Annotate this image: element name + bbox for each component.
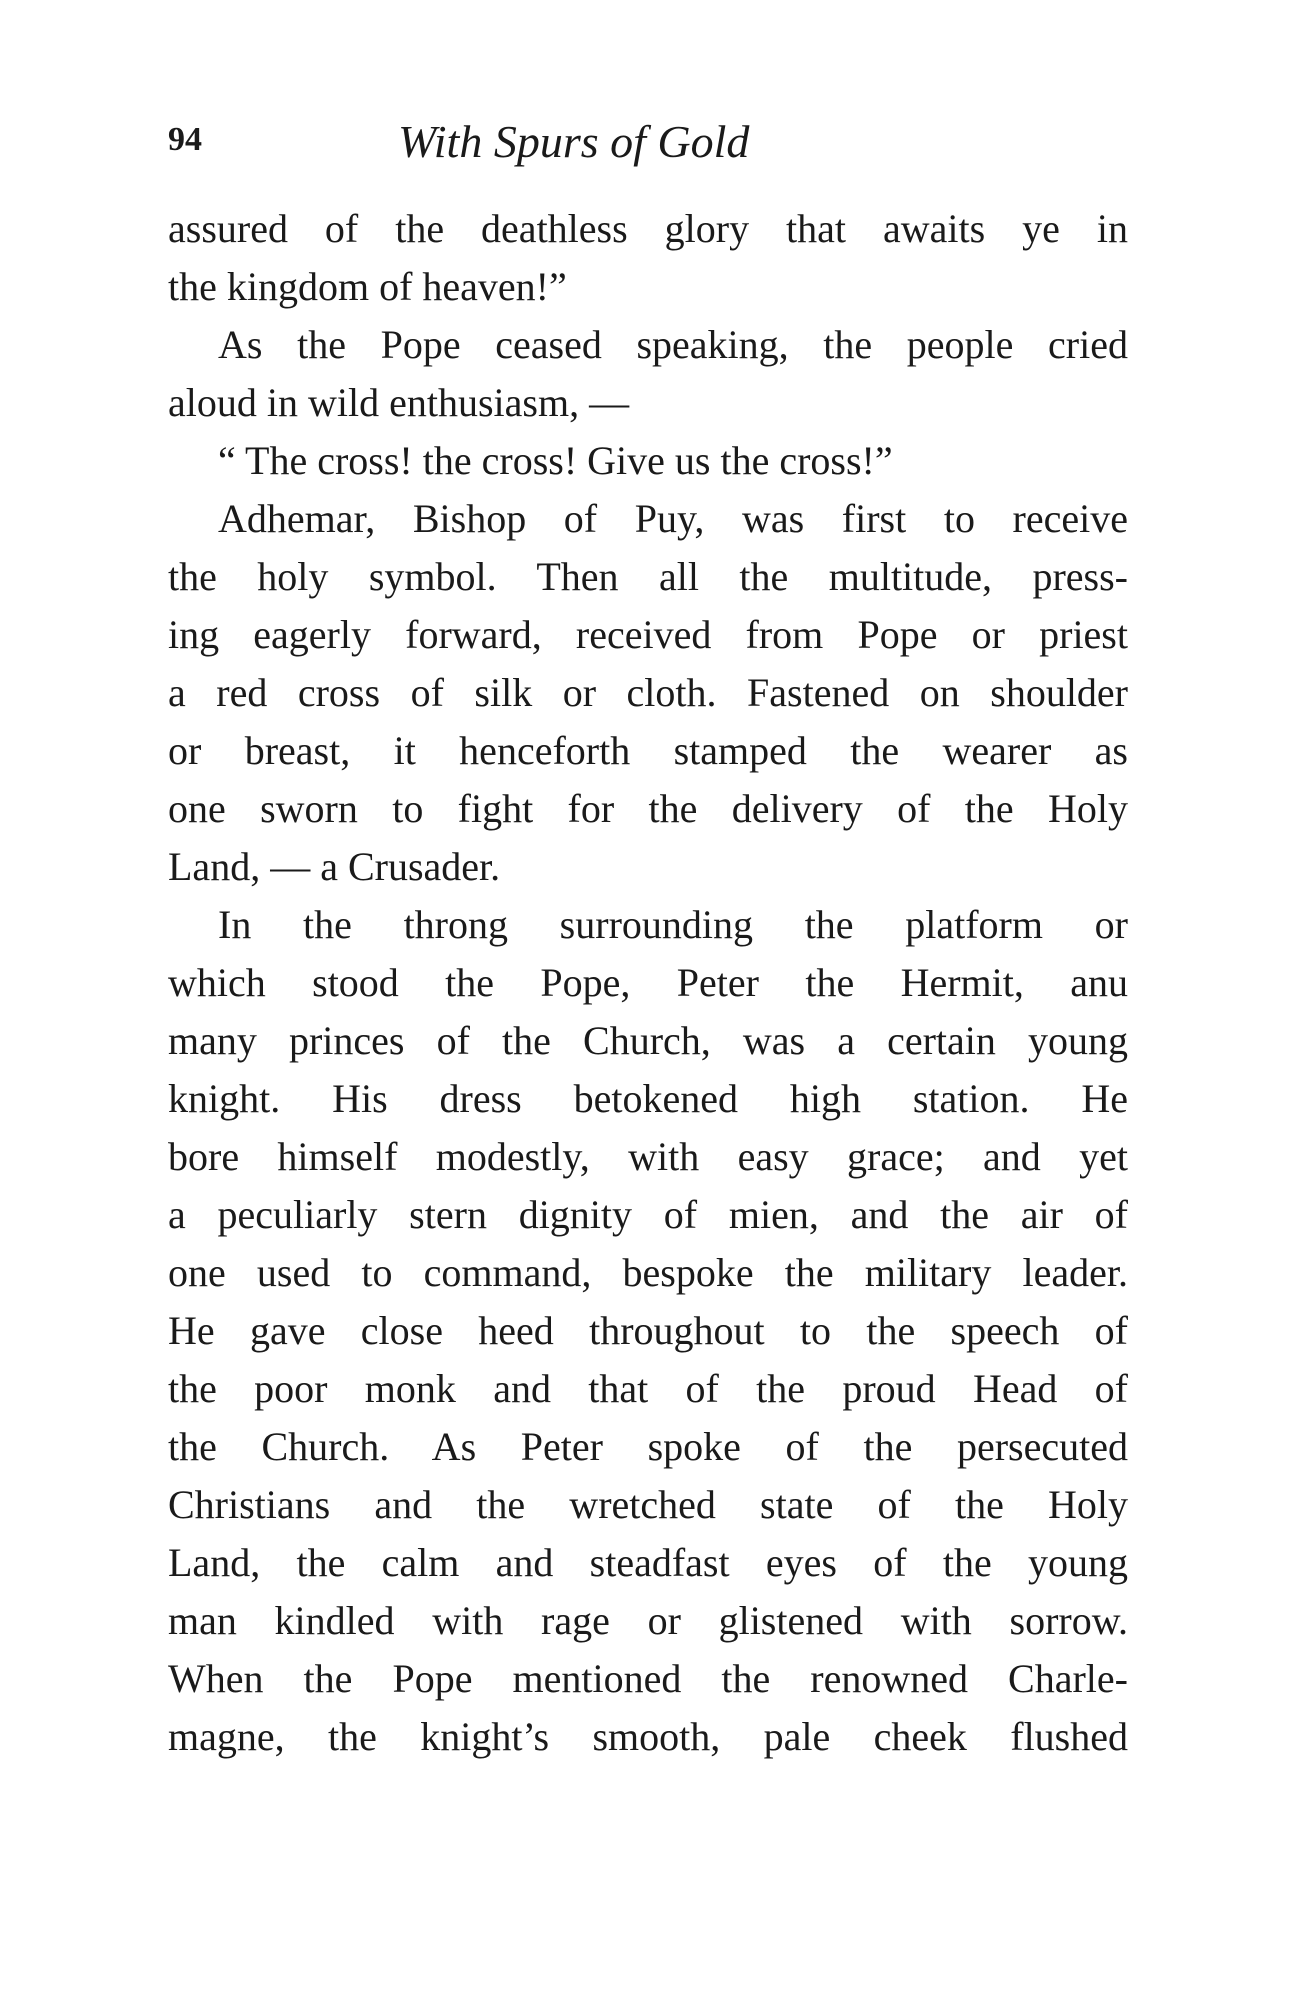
- text-line: ing eagerly forward, received from Pope or priest: [168, 612, 1128, 657]
- text-line: aloud in wild enthusiasm, —: [168, 380, 630, 425]
- text-line: many princes of the Church, was a certain young: [168, 1018, 1128, 1063]
- text-line: one used to command, bespoke the military leader.: [168, 1250, 1128, 1295]
- text-line: a peculiarly stern dignity of mien, and the air of: [168, 1192, 1128, 1237]
- text-line: one sworn to fight for the delivery of the Holy: [168, 786, 1128, 831]
- text-line: As the Pope ceased speaking, the people cried: [218, 322, 1128, 367]
- page-number: 94: [168, 121, 202, 158]
- text-line: He gave close heed throughout to the speech of: [168, 1308, 1128, 1353]
- running-head: [168, 115, 1128, 175]
- text-line: Land, — a Crusader.: [168, 844, 501, 889]
- text-line: the poor monk and that of the proud Head of: [168, 1366, 1128, 1411]
- text-line: Adhemar, Bishop of Puy, was first to receive: [218, 496, 1128, 541]
- text-line: assured of the deathless glory that awaits ye in: [168, 206, 1128, 251]
- text-line: man kindled with rage or glistened with sorrow.: [168, 1598, 1128, 1643]
- text-line: “ The cross! the cross! Give us the cross!”: [218, 438, 893, 483]
- text-line: magne, the knight’s smooth, pale cheek flushed: [168, 1714, 1128, 1759]
- text-line: a red cross of silk or cloth. Fastened on shoulder: [168, 670, 1128, 715]
- text-line: Land, the calm and steadfast eyes of the young: [168, 1540, 1128, 1585]
- text-line: knight. His dress betokened high station. He: [168, 1076, 1128, 1121]
- text-line: or breast, it henceforth stamped the wearer as: [168, 728, 1128, 773]
- text-line: In the throng surrounding the platform or: [218, 902, 1128, 947]
- text-line: the Church. As Peter spoke of the persecuted: [168, 1424, 1128, 1469]
- body-text: [168, 200, 1128, 1766]
- text-line: the holy symbol. Then all the multitude, press-: [168, 554, 1128, 599]
- running-title: With Spurs of Gold: [398, 116, 750, 167]
- text-line: the kingdom of heaven!”: [168, 264, 567, 309]
- text-line: When the Pope mentioned the renowned Charle-: [168, 1656, 1128, 1701]
- text-line: Christians and the wretched state of the Holy: [168, 1482, 1128, 1527]
- text-line: bore himself modestly, with easy grace; and yet: [168, 1134, 1128, 1179]
- text-line: which stood the Pope, Peter the Hermit, anu: [168, 960, 1128, 1005]
